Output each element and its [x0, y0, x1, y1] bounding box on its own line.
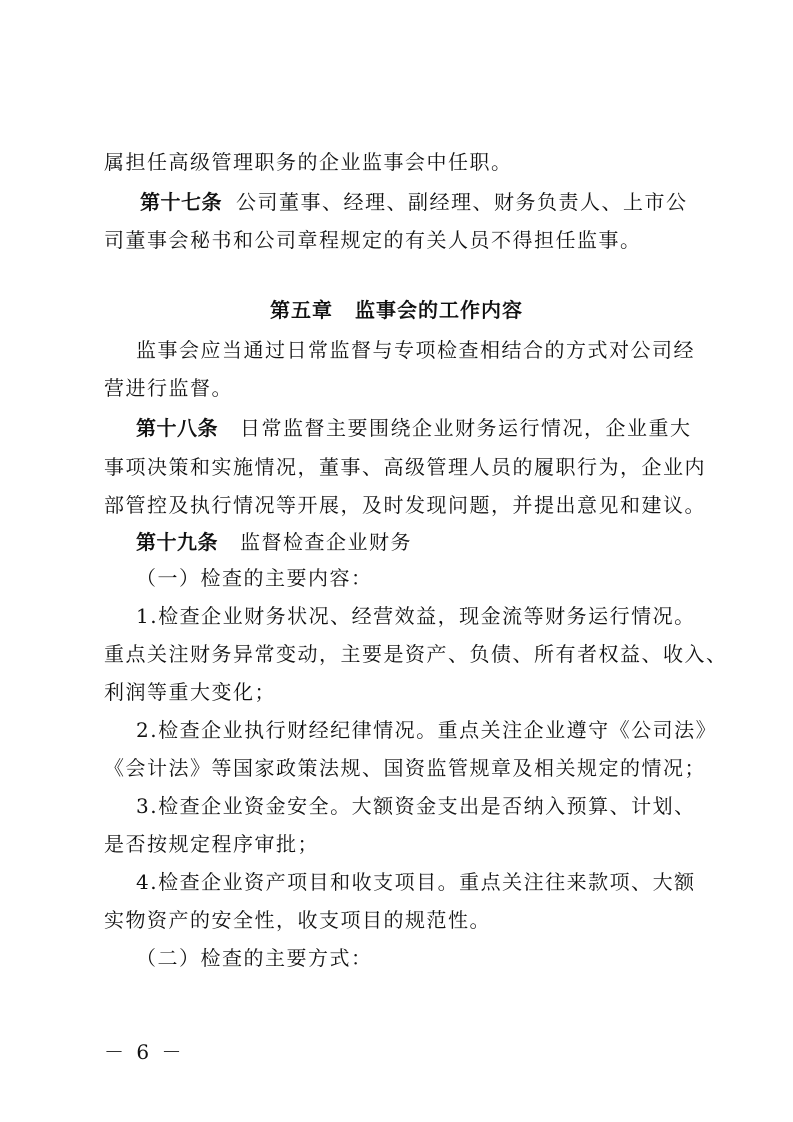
- page-number: － 6 －: [104, 1040, 185, 1064]
- list-item: 4.检查企业资产项目和收支项目。重点关注往来款项、大额: [136, 870, 696, 894]
- paragraph-line: 利润等重大变化；: [104, 680, 276, 704]
- paragraph-line: 部管控及执行情况等开展，及时发现问题，并提出意见和建议。: [104, 493, 706, 517]
- article-18-label: 第十八条: [136, 416, 218, 440]
- subsection-heading: （二）检查的主要方式：: [136, 946, 373, 970]
- chapter-heading: [0, 294, 793, 326]
- article-18-text: 日常监督主要围绕企业财务运行情况，企业重大: [240, 416, 692, 440]
- list-item: 2.检查企业执行财经纪律情况。重点关注企业遵守《公司法》: [136, 718, 718, 742]
- paragraph-line: 监事会应当通过日常监督与专项检查相结合的方式对公司经: [136, 338, 695, 362]
- chapter-number: 第五章: [270, 298, 333, 322]
- list-item: 1.检查企业财务状况、经营效益，现金流等财务运行情况。: [136, 604, 696, 628]
- list-item: 3.检查企业资金安全。大额资金支出是否纳入预算、计划、: [136, 794, 696, 818]
- paragraph-line: 是否按规定程序审批；: [104, 832, 319, 856]
- article-18: [136, 412, 694, 444]
- paragraph-line: 实物资产的安全性，收支项目的规范性。: [104, 908, 491, 932]
- article-17: [140, 186, 694, 218]
- paragraph-line: 属担任高级管理职务的企业监事会中任职。: [104, 150, 513, 174]
- article-19-label: 第十九条: [136, 530, 218, 554]
- subsection-heading: （一）检查的主要内容：: [136, 566, 373, 590]
- paragraph-line: 《会计法》等国家政策法规、国资监管规章及相关规定的情况；: [104, 756, 706, 780]
- article-19: [136, 526, 694, 558]
- article-17-text: 公司董事、经理、副经理、财务负责人、上市公: [236, 190, 688, 214]
- paragraph-line: 事项决策和实施情况，董事、高级管理人员的履职行为，企业内: [104, 455, 706, 479]
- article-17-label: 第十七条: [140, 190, 222, 214]
- paragraph-line: 营进行监督。: [104, 376, 233, 400]
- paragraph-line: 重点关注财务异常变动，主要是资产、负债、所有者权益、收入、: [104, 642, 728, 666]
- paragraph-line: 司董事会秘书和公司章程规定的有关人员不得担任监事。: [104, 228, 642, 252]
- chapter-title: 监事会的工作内容: [355, 298, 523, 322]
- article-19-text: 监督检查企业财务: [240, 530, 412, 554]
